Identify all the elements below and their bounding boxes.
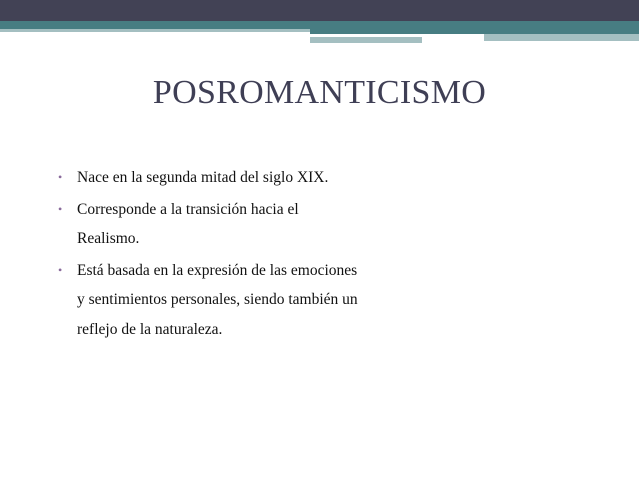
bullet-text: Está basada en la expresión de las emociones	[77, 261, 358, 279]
bullet-icon: •	[58, 170, 63, 184]
header-bar-teal	[0, 21, 639, 29]
bullet-text: reflejo de la naturaleza.	[77, 320, 223, 338]
bullet-text: y sentimientos personales, siendo también un	[77, 291, 358, 308]
bullet-icon: •	[58, 201, 63, 216]
bullet-item	[58, 256, 358, 345]
header-bar-dark	[0, 0, 639, 21]
slide-title: POSROMANTICISMO	[152, 74, 487, 111]
header-stripe-light	[0, 29, 310, 32]
header-stripe-accent-right	[484, 34, 639, 41]
bullet-list	[58, 163, 358, 346]
bullet-icon: •	[58, 262, 63, 277]
bullet-item	[58, 195, 358, 254]
bullet-text: Corresponde a la transición hacia el	[77, 200, 299, 218]
bullet-text: Nace en la segunda mitad del siglo XIX.	[77, 169, 329, 186]
header-stripe-accent	[310, 37, 422, 43]
bullet-text: Realismo.	[77, 230, 140, 247]
bullet-item	[58, 163, 358, 193]
